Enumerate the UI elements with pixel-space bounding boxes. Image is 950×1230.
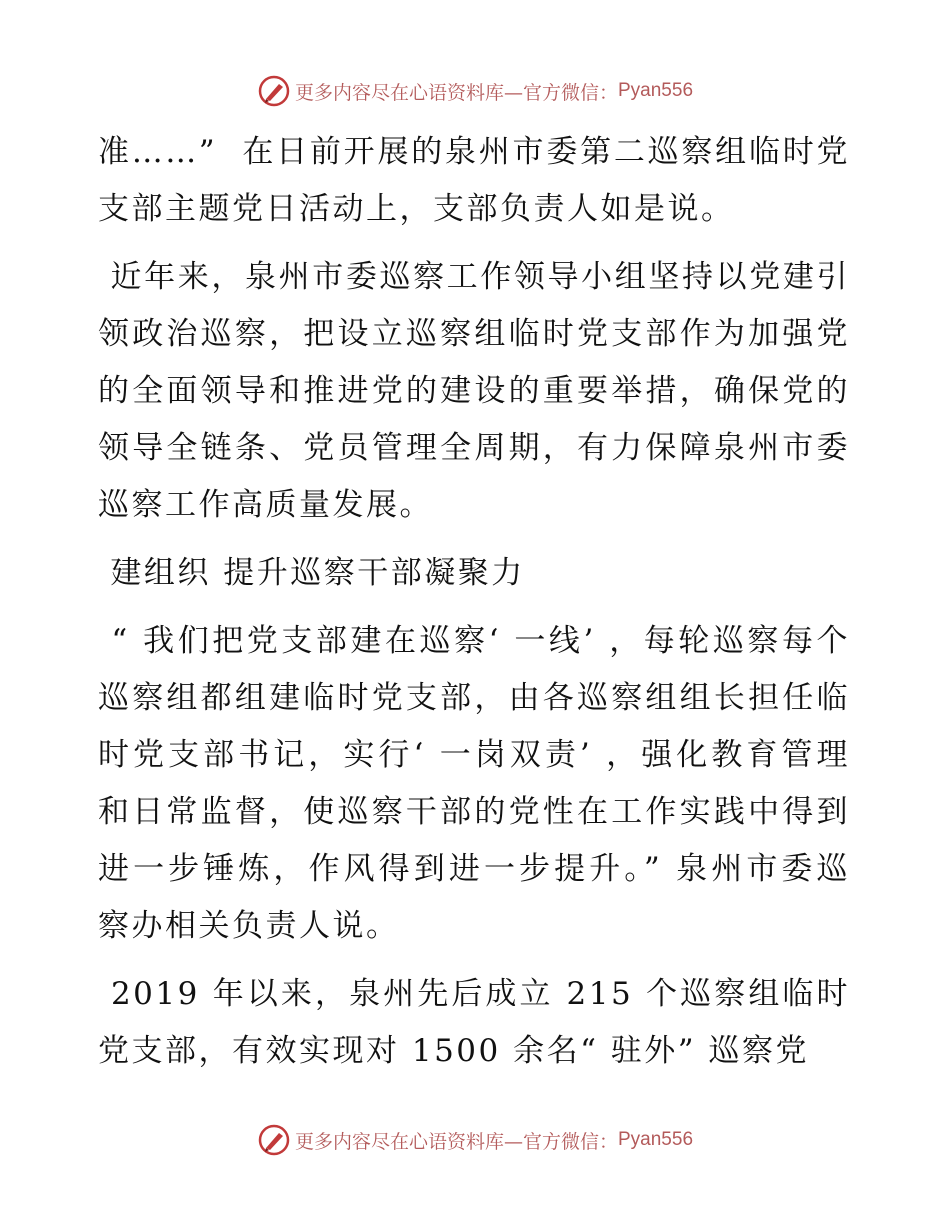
paragraph: “ 我们把党支部建在巡察‘ 一线’ ，每轮巡察每个巡察组都组建临时党支部，由各巡察组组长担任临时党支部书记，实行‘ 一岗双责’ ，强化教育管理和日常监督，使巡察干部的党性在工作实践中得到进一步锤炼，作风得到进一步提升。” 泉州市委巡察办相关负责人说。 (98, 623, 850, 944)
watermark-wechat-id: Pyan556 (618, 80, 694, 101)
paragraph: 2019 年以来，泉州先后成立 215 个巡察组临时党支部，有效实现对 1500 余名“ 驻外” 巡察党 (98, 976, 850, 1069)
paragraph: 近年来，泉州市委巡察工作领导小组坚持以党建引领政治巡察，把设立巡察组临时党支部作为加强党的全面领导和推进党的建设的重要举措，确保党的领导全链条、党员管理全周期，有力保障泉州市委巡察工作高质量发展。 (98, 259, 851, 523)
watermark-text: 更多内容尽在心语资料库—官方微信： (294, 81, 618, 104)
watermark-text: 更多内容尽在心语资料库—官方微信： (294, 1130, 618, 1153)
watermark-wechat-id: Pyan556 (618, 1129, 694, 1150)
section-heading: 建组织 提升巡察干部凝聚力 (98, 555, 525, 591)
paragraph: 准……” 在日前开展的泉州市委第二巡察组临时党支部主题党日活动上，支部负责人如是说。 (98, 134, 850, 227)
pen-logo-icon (257, 1123, 291, 1157)
watermark-header (0, 71, 950, 111)
pen-logo-icon (257, 74, 291, 108)
document-body (98, 124, 850, 1091)
watermark-footer (0, 1120, 950, 1160)
